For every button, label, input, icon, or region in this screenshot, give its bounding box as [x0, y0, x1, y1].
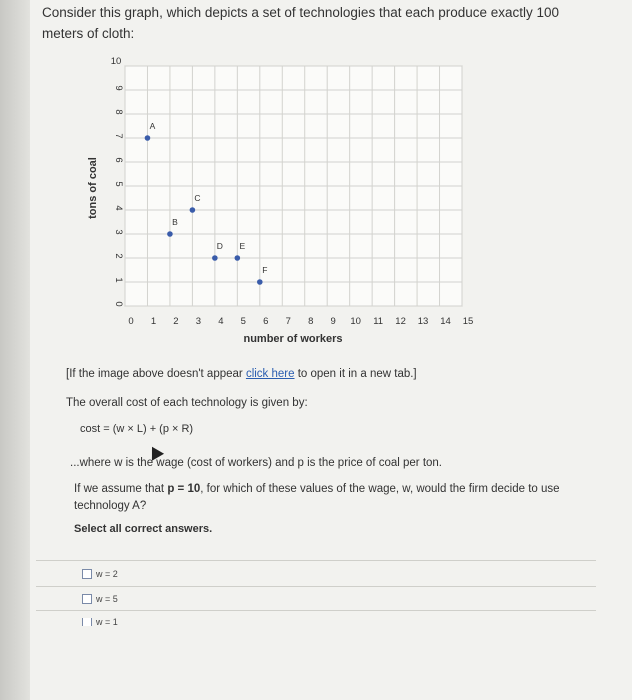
- option-label: w = 2: [96, 569, 118, 579]
- point-label-c: C: [194, 193, 201, 203]
- x-axis-label: number of workers: [243, 333, 343, 345]
- y-tick-label: 3: [113, 229, 124, 235]
- y-tick-label: 10: [110, 56, 122, 67]
- point-label-a: A: [149, 121, 156, 131]
- data-point-e: [235, 255, 241, 261]
- x-tick-label: 5: [240, 316, 246, 327]
- x-tick-label: 15: [462, 316, 474, 327]
- x-tick-label: 12: [395, 316, 406, 327]
- point-label-f: F: [262, 265, 268, 275]
- assume-suffix: , for which of these values of the wage, w, would the firm decide to use technology A?: [74, 483, 560, 512]
- data-point-c: [190, 207, 196, 213]
- x-tick-label: 8: [308, 316, 314, 327]
- assumption-question: [74, 481, 574, 515]
- x-tick-label: 7: [285, 316, 291, 327]
- x-tick-label: 3: [195, 316, 202, 327]
- checkbox-icon[interactable]: [82, 569, 92, 579]
- data-point-f: [257, 279, 263, 285]
- point-label-e: E: [239, 241, 246, 251]
- select-all-instruction: Select all correct answers.: [74, 523, 213, 535]
- cost-formula: cost = (w × L) + (p × R): [80, 423, 194, 435]
- x-tick-label: 0: [128, 316, 134, 327]
- y-axis-label: tons of coal: [87, 157, 99, 219]
- divider: [36, 586, 596, 587]
- y-tick-label: 2: [113, 253, 124, 259]
- x-tick-label: 9: [330, 316, 336, 327]
- data-point-a: [145, 135, 151, 141]
- x-tick-label: 4: [218, 316, 224, 327]
- x-tick-label: 2: [173, 316, 179, 327]
- x-tick-label: 10: [350, 316, 361, 327]
- x-tick-label: 13: [417, 316, 429, 327]
- overall-cost-text: The overall cost of each technology is given by:: [66, 397, 308, 409]
- assume-price: p = 10: [167, 483, 201, 495]
- x-tick-label: 6: [263, 316, 269, 327]
- assume-prefix: If we assume that: [74, 483, 168, 495]
- option-w-1[interactable]: [82, 618, 118, 626]
- data-point-d: [212, 255, 218, 261]
- x-tick-label: 1: [150, 316, 157, 327]
- option-label: w = 1: [96, 618, 118, 626]
- note-prefix: [If the image above doesn't appear: [66, 368, 246, 380]
- divider: [36, 610, 596, 611]
- divider: [36, 560, 596, 561]
- option-w-5[interactable]: [82, 594, 118, 604]
- y-tick-label: 7: [113, 133, 124, 139]
- y-tick-label: 1: [113, 277, 124, 283]
- point-label-d: D: [216, 241, 223, 251]
- open-image-link[interactable]: click here: [245, 368, 295, 380]
- option-label: w = 5: [96, 594, 118, 604]
- y-tick-label: 8: [113, 109, 124, 115]
- where-text: ...where w is the wage (cost of workers) and p is the price of coal per ton.: [70, 457, 443, 469]
- x-tick-label: 14: [440, 316, 451, 327]
- data-point-b: [167, 231, 173, 237]
- note-suffix: to open it in a new tab.]: [294, 368, 417, 380]
- y-tick-label: 6: [113, 157, 124, 163]
- y-tick-label: 9: [113, 85, 124, 91]
- checkbox-icon[interactable]: [82, 618, 92, 626]
- y-tick-label: 0: [113, 301, 124, 307]
- x-tick-label: 11: [373, 316, 384, 327]
- question-text: Consider this graph, which depicts a set of technologies that each produce exactly 100 meters of cloth:: [42, 5, 560, 41]
- checkbox-icon[interactable]: [82, 594, 92, 604]
- option-w-2[interactable]: [82, 569, 118, 579]
- y-tick-label: 4: [113, 205, 124, 211]
- y-tick-label: 5: [113, 181, 124, 187]
- image-fallback-note: [66, 368, 417, 380]
- point-label-b: B: [172, 217, 178, 227]
